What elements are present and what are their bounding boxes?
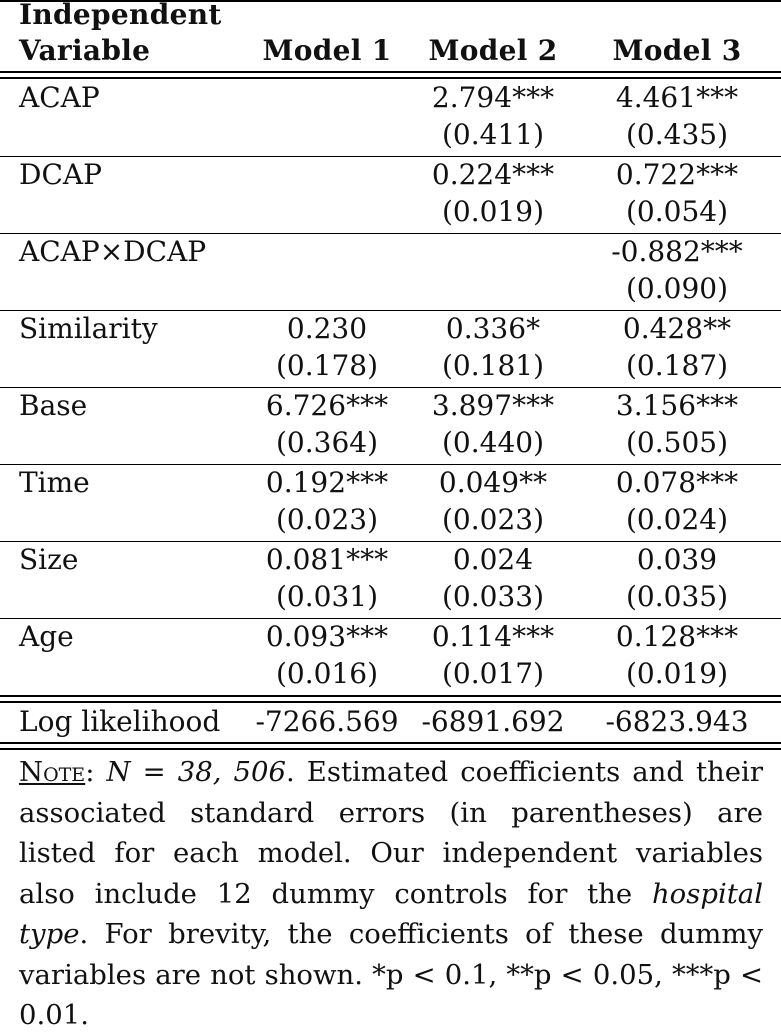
acap-m2-se: (0.411): [441, 118, 544, 151]
similarity-m1-se: (0.178): [275, 349, 378, 382]
base-m3-se: (0.505): [625, 426, 728, 459]
dcap-m3-se: (0.054): [625, 195, 728, 228]
loglik-m1: -7266.569: [255, 705, 399, 738]
age-m1-se: (0.016): [275, 657, 378, 690]
note-sig-2: **p < 0.05,: [506, 958, 672, 991]
acap-m3-coef: 4.461***: [615, 81, 739, 114]
row-label-acap-x-dcap: ACAP×DCAP: [19, 235, 207, 268]
age-m3-coef: 0.128***: [615, 620, 739, 653]
age-m1-coef: 0.093***: [265, 620, 389, 653]
acap-m2-coef: 2.794***: [431, 81, 555, 114]
loglik-rule-1: [0, 695, 781, 697]
note-sig-1: *p < 0.1,: [372, 958, 507, 991]
header-model-3: Model 3: [612, 34, 742, 67]
time-m2-se: (0.023): [441, 503, 544, 536]
similarity-m2-se: (0.181): [441, 349, 544, 382]
note-rule-2: [0, 748, 781, 750]
row-label-time: Time: [19, 466, 90, 499]
size-m3-coef: 0.039: [636, 543, 718, 576]
row-label-acap: ACAP: [19, 81, 100, 114]
dcap-m2-se: (0.019): [441, 195, 544, 228]
similarity-m3-se: (0.187): [625, 349, 728, 382]
note-sig-3: ***p < 0.01.: [19, 958, 764, 1031]
size-m2-coef: 0.024: [452, 543, 534, 576]
header-model-2: Model 2: [428, 34, 558, 67]
acap-m3-se: (0.435): [625, 118, 728, 151]
header-independent: Independent: [19, 0, 222, 31]
time-m2-coef: 0.049**: [438, 466, 548, 499]
row-label-size: Size: [19, 543, 79, 576]
header-rule-1: [0, 71, 781, 73]
age-m2-coef: 0.114***: [431, 620, 555, 653]
loglik-rule-2: [0, 701, 781, 703]
dcap-m3-coef: 0.722***: [615, 158, 739, 191]
size-m2-se: (0.033): [441, 580, 544, 613]
note-sample-size: N = 38, 506: [106, 756, 286, 788]
similarity-m2-coef: 0.336*: [445, 312, 541, 345]
similarity-m3-coef: 0.428**: [622, 312, 732, 345]
row-divider: [0, 618, 781, 619]
note-colon: :: [85, 756, 95, 788]
note-text-2: . For brevity, the coefficients of these dummy variables are not shown.: [19, 918, 763, 991]
row-divider: [0, 387, 781, 388]
table-note: [19, 752, 763, 1036]
acapxdcap-m3-se: (0.090): [625, 272, 728, 305]
note-rule-1: [0, 742, 781, 744]
size-m1-se: (0.031): [275, 580, 378, 613]
acapxdcap-m3-coef: -0.882***: [611, 235, 743, 268]
dcap-m2-coef: 0.224***: [431, 158, 555, 191]
base-m2-coef: 3.897***: [431, 389, 555, 422]
loglik-m3: -6823.943: [605, 705, 749, 738]
row-divider: [0, 310, 781, 311]
base-m1-se: (0.364): [275, 426, 378, 459]
row-divider: [0, 541, 781, 542]
similarity-m1-coef: 0.230: [286, 312, 368, 345]
row-label-base: Base: [19, 389, 88, 422]
base-m2-se: (0.440): [441, 426, 544, 459]
row-divider: [0, 156, 781, 157]
row-label-similarity: Similarity: [19, 312, 158, 345]
header-model-1: Model 1: [262, 34, 392, 67]
header-variable: Variable: [19, 34, 151, 67]
note-hospital-type: hospital type: [19, 877, 763, 950]
note-text-1: . Estimated coefficients and their associated standard errors (in parentheses) are listed for each model. Our independent variables also include 12 dummy controls for the: [19, 756, 763, 910]
size-m3-se: (0.035): [625, 580, 728, 613]
row-divider: [0, 233, 781, 234]
loglik-m2: -6891.692: [421, 705, 565, 738]
time-m3-coef: 0.078***: [615, 466, 739, 499]
row-label-dcap: DCAP: [19, 158, 102, 191]
row-label-log-likelihood: Log likelihood: [19, 705, 221, 738]
row-label-age: Age: [19, 620, 74, 653]
time-m3-se: (0.024): [625, 503, 728, 536]
time-m1-coef: 0.192***: [265, 466, 389, 499]
time-m1-se: (0.023): [275, 503, 378, 536]
row-divider: [0, 464, 781, 465]
age-m2-se: (0.017): [441, 657, 544, 690]
size-m1-coef: 0.081***: [265, 543, 389, 576]
note-label: Note: [19, 756, 86, 788]
base-m1-coef: 6.726***: [265, 389, 389, 422]
age-m3-se: (0.019): [625, 657, 728, 690]
base-m3-coef: 3.156***: [615, 389, 739, 422]
header-rule-2: [0, 77, 781, 79]
